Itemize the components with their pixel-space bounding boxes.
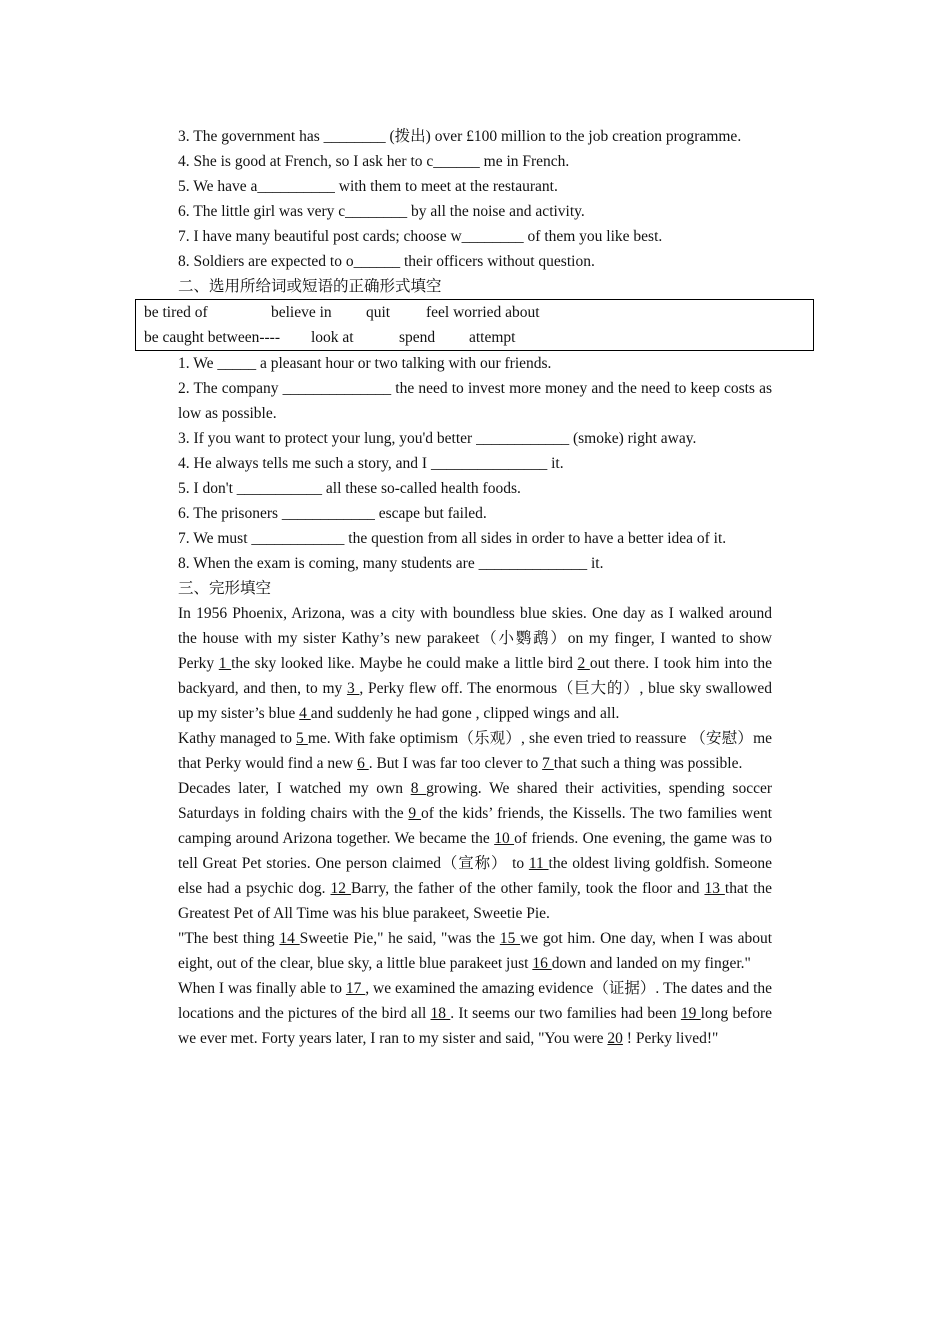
word-bank-option: believe in xyxy=(271,304,332,321)
cloze-text: Barry, the father of the other family, took the floor and xyxy=(350,880,705,897)
part3-heading: 三、完形填空 xyxy=(178,580,272,597)
cloze-paragraph-5 xyxy=(178,976,772,1051)
cloze-blank-10: 10 xyxy=(494,830,515,847)
part1-items xyxy=(178,124,772,274)
cloze-text: the sky looked like. Maybe he could make a little bird xyxy=(231,655,578,672)
part1-item-6: 6. The little girl was very c________ by all the noise and activity. xyxy=(178,203,585,220)
word-bank-option: be tired of xyxy=(144,304,208,321)
cloze-blank-8: 8 xyxy=(410,780,427,797)
part2-item-2: 2. The company ______________ the need to invest more money and the need to keep costs as low as possible. xyxy=(178,380,772,422)
cloze-text: we got him. One day, when I was about eight, out of the clear, blue sky, a little blue parakeet just xyxy=(178,930,773,972)
cloze-text: long before we ever met. Forty years later, I ran to my sister and said, "You were xyxy=(178,1005,773,1047)
cloze-text: Kathy managed to xyxy=(178,730,297,747)
cloze-text: Decades later, I watched my own xyxy=(178,780,411,797)
cloze-blank-14: 14 xyxy=(279,930,300,947)
cloze-text: me. With fake optimism（乐观）, she even tried to reassure （安慰）me that Perky would find a new xyxy=(178,730,773,772)
cloze-blank-5: 5 xyxy=(296,730,308,747)
cloze-blank-4: 4 xyxy=(299,705,311,722)
cloze-blank-9: 9 xyxy=(408,805,421,822)
part2-item-8: 8. When the exam is coming, many students are ______________ it. xyxy=(178,555,604,572)
cloze-text: . But I was far too clever to xyxy=(368,755,543,772)
cloze-text: of friends. One evening, the game was to tell Great Pet stories. One person claimed（宣称） to xyxy=(178,830,772,872)
cloze-text: When I was finally able to xyxy=(178,980,346,997)
cloze-paragraph-4 xyxy=(178,926,772,976)
cloze-text: , we examined the amazing evidence（证据）. The dates and the locations and the pictures of the bird all xyxy=(178,980,773,1022)
cloze-text: that such a thing was possible. xyxy=(553,755,743,772)
cloze-blank-11: 11 xyxy=(528,855,549,872)
cloze-blank-20: 20 xyxy=(607,1030,623,1047)
part1-item-4: 4. She is good at French, so I ask her to c______ me in French. xyxy=(178,153,570,170)
cloze-blank-17: 17 xyxy=(345,980,366,997)
cloze-blank-12: 12 xyxy=(330,880,351,897)
cloze-text: the oldest living goldfish. Someone else had a psychic dog. xyxy=(178,855,772,897)
cloze-paragraph-1 xyxy=(178,601,772,726)
cloze-text: Sweetie Pie," he said, "was the xyxy=(299,930,500,947)
word-bank-option: be caught between---- xyxy=(144,329,280,346)
cloze-blank-6: 6 xyxy=(357,755,369,772)
cloze-text: down and landed on my finger." xyxy=(551,955,751,972)
word-bank-option: look at xyxy=(311,329,354,346)
cloze-text: and suddenly he had gone , clipped wings and all. xyxy=(310,705,620,722)
part2-item-5: 5. I don't ___________ all these so-called health foods. xyxy=(178,480,521,497)
cloze-text: . It seems our two families had been xyxy=(450,1005,681,1022)
cloze-blank-1: 1 xyxy=(218,655,232,672)
word-bank-option: feel worried about xyxy=(426,304,540,321)
cloze-blank-19: 19 xyxy=(680,1005,701,1022)
cloze-text: that the Greatest Pet of All Time was his blue parakeet, Sweetie Pie. xyxy=(178,880,773,922)
cloze-blank-2: 2 xyxy=(577,655,590,672)
cloze-blank-15: 15 xyxy=(499,930,521,947)
part2-item-4: 4. He always tells me such a story, and I _______________ it. xyxy=(178,455,564,472)
word-bank-box xyxy=(135,299,814,351)
word-bank-row-1 xyxy=(144,300,805,325)
cloze-text: "The best thing xyxy=(178,930,280,947)
part2-item-6: 6. The prisoners ____________ escape but failed. xyxy=(178,505,487,522)
cloze-blank-7: 7 xyxy=(542,755,554,772)
word-bank-option: attempt xyxy=(469,329,516,346)
word-bank-row-2 xyxy=(144,325,805,350)
cloze-text: of the kids’ friends, the Kissells. The two families went camping around Arizona together. We became the xyxy=(178,805,772,847)
cloze-blank-13: 13 xyxy=(704,880,725,897)
part2-item-3: 3. If you want to protect your lung, you'd better ____________ (smoke) right away. xyxy=(178,430,697,447)
worksheet-page xyxy=(144,124,773,1051)
part2-item-1: 1. We _____ a pleasant hour or two talking with our friends. xyxy=(178,355,552,372)
cloze-text: , Perky flew off. The enormous（巨大的）, blue sky swallowed up my sister’s blue xyxy=(178,680,773,722)
part1-item-3: 3. The government has ________ (拨出) over £100 million to the job creation programme. xyxy=(178,128,742,145)
part2-items xyxy=(178,351,772,576)
cloze-text: out there. I took him into the backyard, and then, to my xyxy=(178,655,772,697)
cloze-text: ! Perky lived!" xyxy=(622,1030,719,1047)
cloze-blank-16: 16 xyxy=(532,955,552,972)
part2-item-7: 7. We must ____________ the question from all sides in order to have a better idea of it. xyxy=(178,530,727,547)
cloze-blank-3: 3 xyxy=(346,680,360,697)
cloze-text: growing. We shared their activities, spending soccer Saturdays in folding chairs with the xyxy=(178,780,772,822)
part1-item-7: 7. I have many beautiful post cards; choose w________ of them you like best. xyxy=(178,228,663,245)
part1-item-8: 8. Soldiers are expected to o______ their officers without question. xyxy=(178,253,595,270)
cloze-paragraph-3 xyxy=(178,776,772,926)
part2-heading: 二、选用所给词或短语的正确形式填空 xyxy=(178,278,442,295)
word-bank-option: spend xyxy=(399,329,436,346)
word-bank-option: quit xyxy=(366,304,391,321)
cloze-blank-18: 18 xyxy=(430,1005,451,1022)
cloze-paragraph-2 xyxy=(178,726,772,776)
part1-item-5: 5. We have a__________ with them to meet at the restaurant. xyxy=(178,178,558,195)
cloze-text: In 1956 Phoenix, Arizona, was a city with boundless blue skies. One day as I walked around the house with my sister Kathy’s new parakeet（小鹦鹉）on my finger, I wanted to show Perky xyxy=(178,605,772,672)
